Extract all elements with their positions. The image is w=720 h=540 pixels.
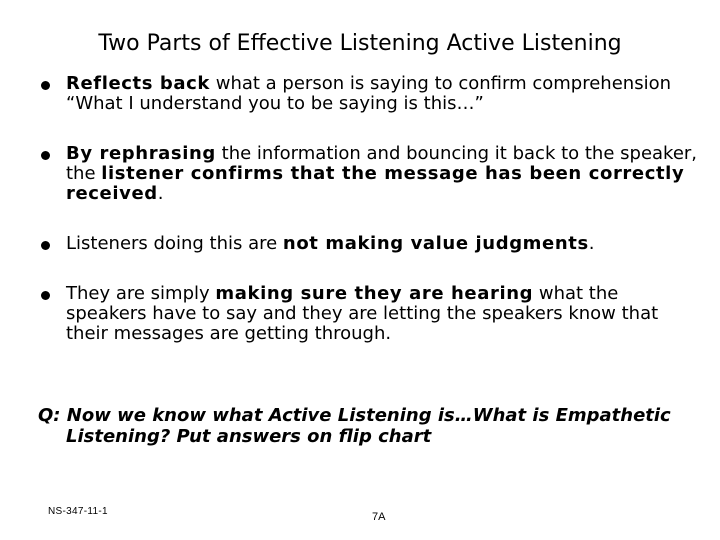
bullet-list [38, 74, 698, 374]
bullet-emphasis: not making value judgments [282, 233, 589, 254]
bullet-emphasis: By rephrasing [66, 143, 216, 164]
bullet-text: the information and bouncing it back to the speaker, the [66, 143, 698, 184]
bullet-item-no-judgments [38, 234, 698, 254]
bullet-text: . [588, 233, 595, 254]
bullet-text: what a person is saying to confirm comprehension “What I understand you to be saying is this…” [66, 73, 671, 114]
bullet-text: what the speakers have to say and they are letting the speakers know that their messages are getting through. [66, 283, 659, 344]
bullet-emphasis: listener confirms that the message has been correctly received [66, 163, 685, 204]
bullet-emphasis: making sure they are hearing [215, 283, 534, 304]
footer-code: NS-347-11-1 [48, 506, 108, 517]
page-number: 7A [372, 511, 386, 523]
bullet-item-reflects-back [38, 74, 698, 114]
bullet-dot-icon [41, 81, 50, 90]
bullet-text: . [157, 183, 164, 204]
bullet-dot-icon [41, 291, 50, 300]
discussion-question: Q: Now we know what Active Listening is…What is Empathetic Listening? Put answers on flip chart [38, 405, 671, 447]
bullet-emphasis: Reflects back [66, 73, 211, 94]
bullet-dot-icon [41, 241, 50, 250]
bullet-dot-icon [41, 151, 50, 160]
bullet-item-making-sure [38, 284, 698, 344]
bullet-text: Listeners doing this are [66, 233, 283, 254]
slide-title: Two Parts of Effective Listening Active Listening [98, 31, 622, 56]
bullet-text: They are simply [66, 283, 216, 304]
bullet-item-rephrasing [38, 144, 698, 204]
